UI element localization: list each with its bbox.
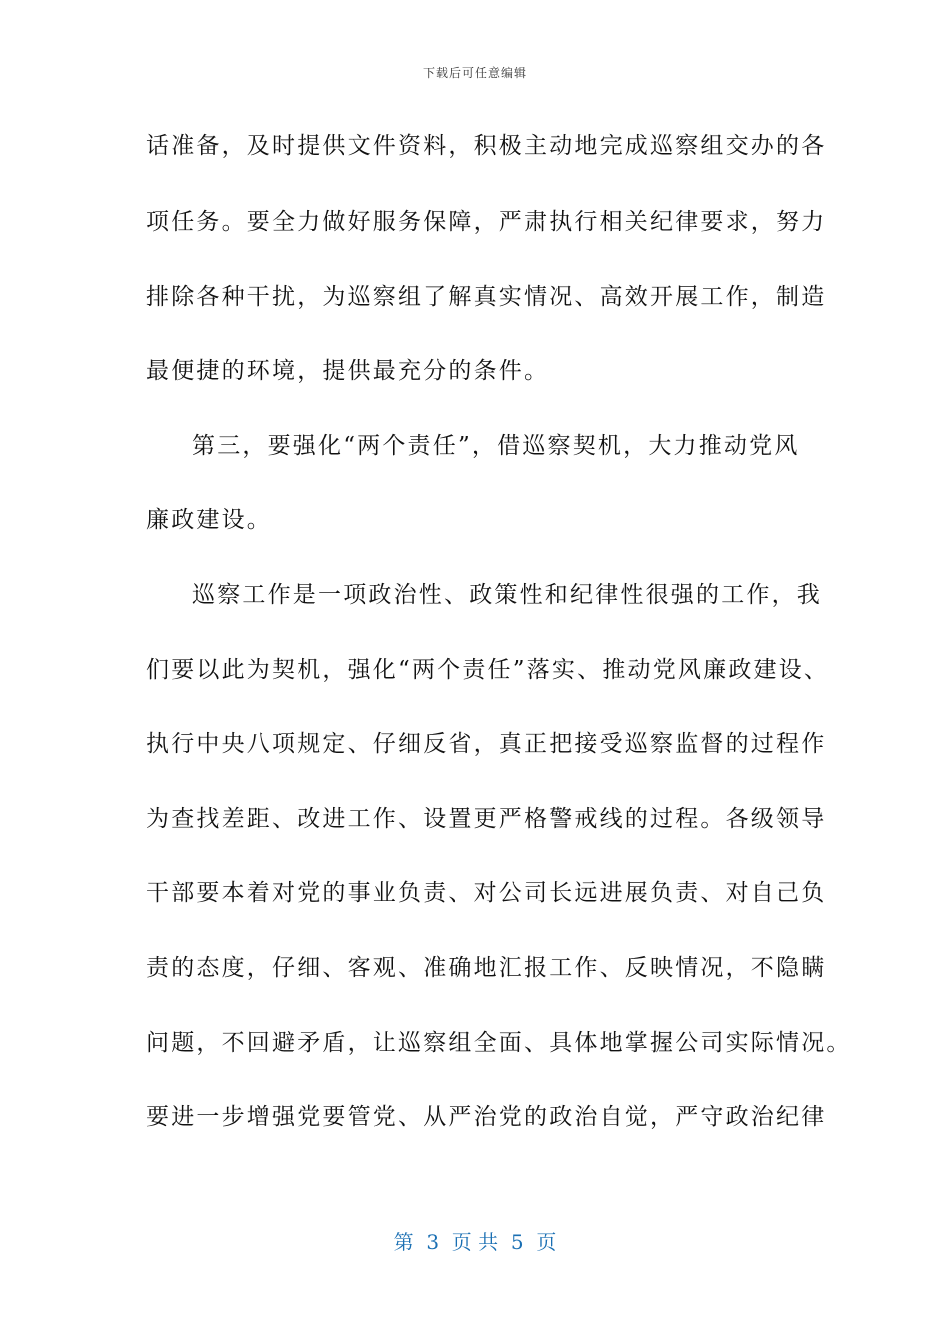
page-header: 下载后可任意编辑 [422, 66, 527, 80]
text-line: 项任务。要全力做好服务保障，严肃执行相关纪律要求，努力 [146, 209, 827, 235]
text-line: 干部要本着对党的事业负责、对公司长远进展负责、对自己负 [146, 880, 827, 906]
text-line: 执行中央八项规定、仔细反省，真正把接受巡察监督的过程作 [146, 731, 827, 757]
text-line: 责的态度，仔细、客观、准确地汇报工作、反映情况，不隐瞒 [146, 955, 827, 981]
text-line: 最便捷的环境，提供最充分的条件。 [146, 358, 550, 384]
text-line: 为查找差距、改进工作、设置更严格警戒线的过程。各级领导 [146, 806, 827, 832]
text-line: 要进一步增强党要管党、从严治党的政治自觉，严守政治纪律 [146, 1104, 827, 1130]
text-line: 第三，要强化“两个责任”，借巡察契机，大力推动党风 [192, 433, 800, 459]
text-line: 问题，不回避矛盾，让巡察组全面、具体地掌握公司实际情况。 [146, 1030, 852, 1056]
text-line: 排除各种干扰，为巡察组了解真实情况、高效开展工作，制造 [146, 284, 827, 310]
text-line: 话准备，及时提供文件资料，积极主动地完成巡察组交办的各 [146, 133, 827, 159]
text-line: 们要以此为契机，强化“两个责任”落实、推动党风廉政建设、 [146, 657, 830, 683]
text-line: 巡察工作是一项政治性、政策性和纪律性很强的工作，我 [192, 582, 822, 608]
page-number-footer: 第 3 页 共 5 页 [393, 1230, 557, 1254]
text-line: 廉政建设。 [146, 507, 272, 533]
